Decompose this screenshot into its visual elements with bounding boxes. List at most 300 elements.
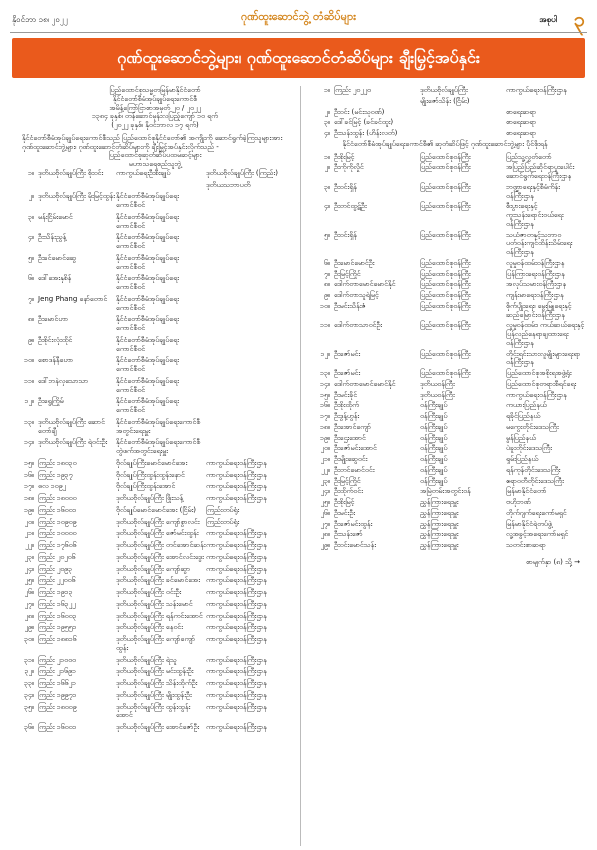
list-item — [304, 391, 586, 400]
intro-line: နိုင်ငံတော်စီမံအုပ်ချုပ်ရေးကောင်စီ — [112, 94, 198, 103]
item-name: ကြည်း ၁၈၀၀၉ — [38, 702, 77, 711]
item-rank: နိုင်ငံတော်စီမံအုပ်ချုပ်ရေးကောင်စီဝင် — [116, 397, 179, 414]
left-award-list — [12, 169, 298, 732]
item-rank: ညွှန်ကြားရေးမှူး — [420, 519, 459, 528]
item-unit: မြန်မာနိုင်ငံတော် — [506, 487, 547, 496]
item-unit: မွန်ပြည်နယ် — [506, 433, 536, 442]
item-unit: ကာကွယ်ရေးဝန်ကြီးဌာန — [206, 611, 267, 620]
item-unit: စာရေးဆရာ — [506, 129, 537, 137]
item-unit: ပြန်ကြားရေးဝန်ကြီးဌာန — [506, 269, 565, 278]
item-number: ၃၀။ — [24, 635, 34, 643]
section-title: ဂုဏ်ထူးဆောင်ဘွဲ့ တံဆိပ်များ — [241, 10, 356, 23]
item-rank: ပြည်ထောင်စုဝန်ကြီး — [420, 230, 471, 239]
item-rank: နိုင်ငံတော်စီမံအုပ်ချုပ်ရေးကောင်စီ အတွင်းရေးမှူး — [116, 417, 201, 435]
item-number: ၁၂။ — [320, 349, 330, 358]
item-number: ၁၈။ — [23, 494, 34, 502]
item-unit: အပြည်ပြည်ဆိုင်ရာပူးပေါင်းဆောင်ရွက်ရေးဝန်ကြီးဌာန — [506, 163, 575, 180]
item-rank: ဝန်ကြီးချုပ် — [420, 444, 448, 453]
item-unit: ပြည်ထောင်စုအစိုးရအဖွဲ့ရုံး — [506, 369, 572, 377]
item-name: ကြည်း ၁၉၁၃ — [38, 588, 73, 596]
list-item — [304, 108, 586, 117]
item-rank: ကာကွယ်ရေးဦးစီးချုပ် — [116, 168, 171, 177]
continued-note: စာမျက်နှာ (၈) သို့ → — [525, 557, 580, 566]
item-number: ၃။ — [323, 118, 330, 127]
item-unit: စာရေးဆရာ — [506, 107, 537, 116]
item-rank: ပြည်ထောင်စုဝန်ကြီး — [420, 321, 471, 330]
item-rank: ဒုတိယဗိုလ်ချုပ်ကြီး ရဲသူ — [116, 655, 177, 664]
item-unit: ကာကွယ်ရေးဝန်ကြီးဌာန — [206, 623, 267, 632]
item-unit: ပဲခူးတိုင်းဒေသကြီး — [506, 444, 552, 453]
list-item — [12, 418, 298, 436]
item-name: ဓလ ၁၀၉၂ — [38, 482, 66, 491]
item-rank: ဒုတိယဗိုလ်ချုပ်ကြီး နေဝင်း — [116, 623, 183, 632]
item-rank: နိုင်ငံတော်စီမံအုပ်ချုပ်ရေးကောင်စီ တွဲဖက်အတွင်းရေးမှူး — [116, 438, 201, 455]
item-name: ဦးမင်းခိုင် — [334, 390, 358, 399]
item-number: ၂။ — [324, 163, 330, 172]
left-column — [12, 86, 298, 735]
item-rank: ဗိုလ်ချုပ်ကြီးထွန်းထွန်းနောင် — [116, 470, 185, 479]
item-unit: လူ့အခွင့်အရေးကော်မရှင် — [506, 530, 569, 539]
item-name: ဦးစိုးမြင့် — [334, 498, 355, 506]
item-rank: ဒုတိယဝန်ကြီး — [420, 390, 455, 399]
item-number: ၂၁။ — [320, 455, 330, 463]
item-number: ၇။ — [323, 269, 330, 278]
item-rank: ဝန်ကြီးချုပ် — [420, 422, 448, 431]
item-name: ဒေါ်ဘနဲလှသောသာ — [38, 376, 89, 385]
item-name: ဒေါက်တာသာဝင်ဦး — [334, 321, 383, 330]
list-item — [304, 423, 586, 432]
item-number: ၂၇။ — [320, 519, 330, 528]
item-number: ၁၈။ — [319, 422, 330, 431]
list-item — [12, 274, 298, 292]
item-number: ၃၂။ — [24, 667, 34, 676]
item-unit: လူမှုဝန်ထမ်းဝန်ကြီးဌာန — [506, 258, 565, 267]
item-rank: ဒုတိယဗိုလ်ချုပ်ကြီး အောင်လင်းဒွေး — [116, 552, 204, 561]
item-rank: ဒုတိယဗိုလ်ချုပ်ကြီး ထွန်းထွန်းအောင် — [116, 702, 191, 720]
item-name: ကြည်း ၂၀၉၃ — [38, 564, 73, 573]
list-item — [12, 377, 298, 395]
list-item — [304, 97, 586, 106]
list-item — [12, 541, 298, 550]
list-item — [304, 202, 586, 228]
list-item — [304, 541, 586, 550]
item-unit: စိုက်ပျိုးရေး၊ မွေးမြူရေးနှင့်ဆည်မြောင်းဝန်ကြီးဌာန — [506, 301, 572, 319]
item-rank: ဒုတိယဗိုလ်ချုပ်ကြီး ဝင်းဦး — [116, 588, 182, 596]
item-number: ၃၅။ — [24, 702, 34, 711]
list-item — [304, 455, 586, 464]
item-unit: ကာကွယ်ရေးဝန်ကြီးဌာန — [206, 482, 267, 491]
item-unit: လူမှုဝန်ထမ်း၊ ကယ်ဆယ်ရေးနှင့်ပြန်လည်နေရာချထားရေးဝန်ကြီးဌာန — [506, 321, 585, 347]
item-name: ဦးမင်းဦး — [334, 508, 355, 517]
item-number: ၆။ — [323, 258, 330, 267]
list-item — [304, 498, 586, 507]
item-unit: တိုက်ဂျက်ရေးကော်မရှင် — [506, 508, 567, 517]
item-name: ကြည်း ၁၉၃၇ — [38, 470, 73, 479]
item-name: ဦးမြင့်ကြိုင် — [334, 476, 361, 485]
item-rank: ဝန်ကြီးချုပ် — [420, 412, 448, 420]
item-unit: မြန်မာနိုင်ငံရဲတပ်ဖွဲ့ — [506, 519, 552, 528]
list-item — [304, 86, 586, 95]
item-rank: ပြည်ထောင်စုဝန်ကြီး — [420, 202, 471, 211]
item-unit: ကာကွယ်ရေးဝန်ကြီးဌာန — [206, 723, 267, 731]
item-unit: ကာကွယ်ရေးဝန်ကြီးဌာန — [206, 667, 267, 676]
list-item — [304, 401, 586, 410]
item-rank: ညွှန်ကြားရေးမှူး — [420, 508, 459, 517]
item-name: ဒုတိယဗိုလ်ချုပ်ကြီး ရဲဝင်းဦး — [38, 438, 108, 447]
list-item — [12, 635, 298, 653]
item-number: ၁၄။ — [320, 379, 330, 388]
item-rank: ဒုတိယဗိုလ်ချုပ်ကြီး ရန်ကင်းအောင် — [116, 611, 203, 620]
item-unit: ရှမ်းပြည်နယ် — [506, 455, 539, 463]
list-item — [304, 530, 586, 539]
item-number: ၈။ — [27, 315, 34, 324]
item-name: Jeng Phang နော်တောင် — [38, 294, 108, 303]
list-item — [304, 118, 586, 127]
item-name: ဦးဝင်းရှိန် — [334, 230, 357, 239]
list-item — [304, 412, 586, 421]
right-award-list-top — [304, 86, 586, 138]
sub-heading: ပြည်ထောင်စုဆုတံဆိပ်ပထမဆင့်များ — [108, 151, 202, 160]
list-item — [12, 181, 298, 190]
item-rank: ဗိုလ်ချုပ်ကြီးထွန်းအောင် — [116, 482, 176, 491]
item-rank: ဒုတိယဗိုလ်ချုပ်ကြီး သန်းမောင် — [116, 599, 193, 608]
item-rank: ပြည်ထောင်စုဝန်ကြီး — [420, 349, 471, 358]
item-rank: ပြည်ထောင်စုဝန်ကြီး — [420, 369, 471, 377]
item-unit: ကာကွယ်ရေးဝန်ကြီးဌာန — [206, 529, 267, 538]
list-item — [304, 280, 586, 289]
item-name: ဦးဇော်မင်းအောင် — [334, 444, 377, 453]
item-number: ၁။ — [323, 86, 330, 94]
item-number: ၁၃။ — [24, 417, 34, 426]
item-name: ဦးစိုးမြင့် — [334, 152, 355, 161]
item-number: ၂၅။ — [320, 498, 330, 506]
item-rank: နိုင်ငံတော်စီမံအုပ်ချုပ်ရေးကောင်စီဝင် — [116, 274, 179, 291]
item-unit: ကာကွယ်ရေးဝန်ကြီးဌာန — [206, 599, 267, 608]
item-unit: သတင်းစာဆရာ — [506, 541, 546, 549]
list-item — [12, 397, 298, 415]
item-rank: ဒုတိယဗိုလ်ချုပ်ကြီး တင်အောင်ဆန်း — [116, 541, 206, 549]
list-item — [304, 129, 586, 138]
list-item — [304, 231, 586, 257]
item-name: စောဒန်နီဟော — [38, 356, 74, 365]
list-item — [12, 691, 298, 700]
item-number: ၂။ — [324, 107, 330, 116]
item-name: ဦးမျိုးဆွေဝင်း — [334, 455, 368, 463]
item-rank: နိုင်ငံတော်စီမံအုပ်ချုပ်ရေးကောင်စီဝင် — [116, 233, 179, 250]
item-name: ကြည်း ၂၀၂၂၀ — [334, 86, 371, 94]
item-number: ၁၀။ — [320, 301, 330, 310]
item-name: ဒေါ်အေးနုစိန် — [38, 274, 72, 283]
item-rank: နိုင်ငံတော်စီမံအုပ်ချုပ်ရေးကောင်စီဝင် — [116, 335, 179, 353]
item-rank: ဝန်ကြီးချုပ် — [420, 455, 448, 463]
item-rank: မျိုးဇော်သိန်း (ငြိမ်း) — [420, 96, 470, 105]
item-number: ၃၆။ — [24, 723, 34, 731]
item-rank: ဒုတိယဗိုလ်ချုပ်ကြီး သိန်းထိုက်ဦး — [116, 679, 198, 687]
item-unit: ကာကွယ်ရေးဝန်ကြီးဌာန — [206, 564, 267, 573]
item-name: ဦးထိုက်ဝင်း — [334, 487, 363, 496]
item-rank: နိုင်ငံတော်စီမံအုပ်ချုပ်ရေးကောင်စီဝင် — [116, 356, 179, 373]
list-item — [304, 444, 586, 453]
list-item — [12, 192, 298, 210]
item-rank: ဒုတိယဗိုလ်ချုပ်ကြီး အောင်ဇော်ဦး — [116, 723, 200, 731]
item-name: ဦးသန်းထွန်း (ဟိန်းလတ်) — [334, 129, 398, 137]
item-unit: ကာကွယ်ရေးဝန်ကြီးဌာန — [206, 635, 267, 643]
item-unit: ဗဟိုဘဏ် — [506, 498, 531, 506]
item-unit: ကာကွယ်ရေးဝန်ကြီးဌာန — [206, 470, 267, 479]
item-unit: ဒုတိယသဘာပတိ — [206, 180, 251, 189]
item-number: ၁၉။ — [24, 505, 34, 514]
list-item — [12, 723, 298, 732]
item-number: ၂၅။ — [24, 576, 34, 585]
item-number: ၉။ — [27, 335, 34, 344]
list-item — [12, 667, 298, 676]
item-rank: ဒုတိယဗိုလ်ချုပ်ကြီး မင်းထွန်းဦး — [116, 667, 194, 676]
list-item — [12, 529, 298, 538]
item-unit: အလုပ်သမားဝန်ကြီးဌာန — [506, 280, 567, 289]
item-number: ၅။ — [323, 230, 330, 239]
item-unit: ကာကွယ်ရေးဝန်ကြီးဌာန — [206, 679, 267, 687]
item-unit: ကြည်းတပ်ရုံး — [206, 517, 240, 526]
page-header — [0, 0, 597, 32]
item-name: ကြည်း ၁၆၀၀၁ — [38, 723, 77, 731]
item-rank: ဒုတိယဗိုလ်ချုပ်ကြီး ဖြိုးသန့် — [116, 494, 184, 502]
item-name: ဦးဒွန့်ဟွန်း — [334, 412, 360, 420]
list-item — [304, 302, 586, 320]
item-unit: မကွေးတိုင်းဒေသကြီး — [506, 422, 559, 431]
item-number: ၁၅။ — [24, 458, 34, 467]
item-name: ဦးဇော်မင်း — [334, 369, 361, 377]
item-number: ၄။ — [323, 129, 330, 137]
item-rank: နိုင်ငံတော်စီမံအုပ်ချုပ်ရေးကောင်စီဝင် — [116, 376, 179, 394]
item-rank: ညွှန်ကြားရေးမှူး — [420, 498, 459, 506]
item-rank: ပြည်ထောင်စုဝန်ကြီး — [420, 280, 471, 289]
item-name: ဒုတိယဗိုလ်ချုပ်ကြီး စိုးဝင်း — [38, 168, 104, 177]
list-item — [12, 553, 298, 562]
item-unit: ကျန်းမာရေးဝန်ကြီးဌာန — [506, 291, 564, 299]
item-name: ဦးအောင်ကျော် — [334, 422, 372, 431]
item-name: ဦးဌေးအောင် — [334, 433, 366, 442]
item-rank: ဗိုလ်ချုပ်မောင်မောင်အေး (ငြိမ်း) — [116, 505, 196, 514]
item-number: ၃၃။ — [24, 679, 34, 687]
list-item — [12, 506, 298, 515]
item-rank: ဝန်ကြီးချုပ် — [420, 465, 448, 474]
sub-heading: မဟာသရေစည်သူဘွဲ့ — [128, 160, 182, 168]
list-item — [12, 315, 298, 333]
list-item — [12, 703, 298, 721]
item-unit: ရခိုင်ပြည်နယ် — [506, 412, 541, 420]
item-rank: ညွှန်ကြားရေးမှူး — [420, 530, 459, 539]
list-item — [304, 163, 586, 181]
item-number: ၃။ — [323, 182, 330, 191]
item-number: ၁၉။ — [320, 433, 330, 442]
item-number: ၁၃။ — [320, 369, 330, 377]
item-unit: ကာကွယ်ရေးဝန်ကြီးဌာန — [206, 655, 267, 664]
right-column — [304, 86, 586, 567]
item-name: ဦးမင်းသိန်းဇံ — [334, 301, 366, 310]
item-rank: နိုင်ငံတော်စီမံအုပ်ချုပ်ရေးကောင်စီဝင် — [116, 212, 179, 230]
item-rank: ဝန်ကြီးချုပ် — [420, 433, 448, 442]
intro-line: (၂၀၂၂ ခုနှစ်၊ နိုဝင်ဘာလ ၁၇ ရက်) — [111, 121, 199, 129]
item-number: ၂၀။ — [320, 444, 330, 453]
item-unit: စီးပွားရေးနှင့်ကူးသန်းရောင်းဝယ်ရေးဝန်ကြီးဌာန — [506, 202, 564, 228]
item-name: ကြည်း ၁၀၉၀၉ — [38, 517, 77, 526]
list-item — [304, 291, 586, 300]
item-number: ၈။ — [323, 280, 330, 289]
item-name: ဦးဝင်း (မင်းသုဝဏ်) — [334, 107, 385, 116]
item-number: ၁၅။ — [320, 390, 330, 399]
item-number: ၂၄။ — [24, 564, 34, 573]
list-item — [12, 518, 298, 527]
item-name: ဦးတင်မောင်ဝင်း — [334, 465, 375, 474]
item-rank: နိုင်ငံတော်စီမံအုပ်ချုပ်ရေးကောင်စီဝင် — [116, 294, 179, 312]
issue-date: နိုဝင်ဘာ ၁၈၊ ၂၀၂၂ — [12, 15, 68, 24]
item-name: ဒုတိယဗိုလ်ချုပ်ကြီး မိုးမြင့်ထွန်း — [38, 192, 115, 201]
list-item — [304, 466, 586, 475]
list-item — [304, 477, 586, 486]
item-name: ဦးသန်းဇော် — [334, 530, 363, 539]
item-number: ၃၁။ — [24, 655, 34, 664]
item-number: ၁၆။ — [24, 470, 34, 479]
item-name: ဦးဝင်းရှိန် — [334, 182, 357, 191]
item-name: ဦးမြင့်ကြိုင် — [334, 269, 361, 278]
item-unit: သယံဇာတနှင့်သဘာဝပတ်ဝန်းကျင်ထိန်းသိမ်းရေးဝန်ကြီးဌာန — [506, 230, 573, 256]
item-name: ဦးခင်မောင်ဆွေ — [38, 253, 77, 262]
list-item — [304, 153, 586, 162]
item-unit: ဧရာဝတီတိုင်းဒေသကြီး — [506, 476, 564, 485]
item-unit: ကာကွယ်ရေးဝန်ကြီးဌာန — [506, 390, 567, 399]
item-rank: ပြည်ထောင်စုဝန်ကြီး — [420, 301, 471, 310]
item-rank: နိုင်ငံတော်စီမံအုပ်ချုပ်ရေးကောင်စီဝင် — [116, 192, 179, 209]
item-number: ၂၂။ — [321, 465, 330, 474]
item-name: ဦးကိုကိုလှိုင် — [334, 163, 364, 172]
item-number: ၄။ — [27, 233, 34, 242]
item-name: ကြည်း ၁၆၀၀၃ — [38, 611, 77, 620]
list-item — [12, 233, 298, 251]
headline-banner: ဂုဏ်ထူးဆောင်ဘွဲ့များ၊ ဂုဏ်ထူးဆောင်တံဆိပ်များ ချီးမြှင့်အပ်နှင်း — [12, 38, 585, 78]
item-number: ၂၃။ — [24, 552, 34, 561]
item-number: ၉။ — [323, 291, 330, 299]
item-rank: ပြည်ထောင်စုဝန်ကြီး — [420, 291, 471, 299]
list-item — [304, 321, 586, 347]
item-rank: ဝန်ကြီးချုပ် — [420, 401, 448, 410]
item-number: ၅။ — [27, 253, 34, 262]
page-number: ၃ — [573, 7, 585, 31]
item-name: ဒေါ်ခင်မြင့် (ခင်ခင်ထူး) — [334, 118, 394, 127]
item-name: ဦးမောင်မောင်ဦး — [334, 258, 375, 267]
item-unit: ကာကွယ်ရေးဝန်ကြီးဌာန — [206, 541, 267, 549]
item-name: ကြည်း ၂၂၀၀၆ — [38, 576, 76, 585]
item-rank: ဗိုလ်ချုပ်ကြီးမောင်မောင်အေး — [116, 458, 188, 467]
item-unit: စာရေးဆရာ — [506, 118, 537, 127]
item-rank: ဒုတိယဗိုလ်ချုပ်ကြီး — [420, 86, 468, 94]
item-rank: ပြည်ထောင်စုဝန်ကြီး — [420, 182, 471, 191]
item-unit: ကာကွယ်ရေးဝန်ကြီးဌာန — [206, 690, 267, 699]
item-name: ကြည်း ၁၆၀၀၁ — [38, 505, 77, 514]
item-rank: ဝန်ကြီးချုပ် — [420, 476, 448, 485]
item-number: ၁။ — [27, 168, 34, 177]
item-rank: ဒုတိယဗိုလ်ချုပ်ကြီး ဇော်မင်းထွန်း — [116, 529, 199, 538]
item-name: ဒုတိယဗိုလ်ချုပ်ကြီး ဆောင်တော်ချီ — [38, 417, 105, 435]
item-unit: ဒုတိယဗိုလ်ချုပ်ကြီး (ကြည်း) — [206, 168, 278, 177]
list-item — [12, 254, 298, 272]
item-name: ဦးစိုင်းလုံးထိုင် — [38, 335, 73, 344]
item-number: ၁၇။ — [24, 482, 34, 491]
item-unit: တိုင်းရင်းသားလူမျိုးများရေးရာဝန်ကြီးဌာန — [506, 349, 581, 367]
item-rank: ပြည်ထောင်စုဝန်ကြီး — [420, 152, 471, 161]
item-number: ၆။ — [27, 274, 34, 283]
column-divider — [300, 86, 301, 846]
item-name: ဒေါက်တာသူရဲမြင့် — [334, 291, 379, 299]
intro-line: ပြည်ထောင်စုသမ္မတမြန်မာနိုင်ငံတော် — [109, 86, 201, 94]
list-item — [12, 471, 298, 480]
item-rank: ဒုတိယဗိုလ်ချုပ်ကြီး ကျော်ဆွာ — [116, 564, 191, 573]
item-name: ဒေါက်တာမောင်မောင်နိုင် — [334, 280, 396, 289]
list-item — [12, 494, 298, 503]
item-number: ၂၄။ — [320, 487, 330, 496]
item-number: ၁၄။ — [24, 438, 34, 447]
item-unit: ကာကွယ်ရေးဝန်ကြီးဌာန — [206, 458, 267, 467]
item-rank: ပြည်ထောင်စုဝန်ကြီး — [420, 258, 471, 267]
item-unit: ကာကွယ်ရေးဝန်ကြီးဌာန — [206, 702, 267, 711]
item-name: ကြည်း ၂၁၀၀၀ — [38, 655, 76, 664]
item-number: ၁၁။ — [320, 321, 330, 330]
list-item — [12, 438, 298, 456]
item-unit: ပြည်ထောင်စုတရားစီရင်ရေး — [506, 379, 577, 388]
list-item — [304, 509, 586, 518]
list-item — [12, 169, 298, 178]
list-item — [12, 623, 298, 632]
item-name: မန်းငြိမ်းမောင် — [38, 212, 73, 221]
item-unit: ကာကွယ်ရေးဝန်ကြီးဌာန — [506, 86, 567, 94]
item-number: ၇။ — [27, 294, 34, 303]
item-rank: ညွှန်ကြားရေးမှူး — [420, 541, 459, 549]
item-number: ၂၇။ — [24, 599, 34, 608]
item-number: ၁၂။ — [24, 397, 34, 406]
item-unit: ကာကွယ်ရေးဝန်ကြီးဌာန — [206, 552, 267, 561]
list-item — [304, 380, 586, 389]
item-name: ဦးဇော်မင်း — [334, 349, 361, 358]
item-number: ၁။ — [323, 152, 330, 161]
list-item — [12, 565, 298, 574]
item-rank: ပြည်ထောင်စုဝန်ကြီး — [420, 163, 471, 172]
item-rank: နိုင်ငံတော်စီမံအုပ်ချုပ်ရေးကောင်စီဝင် — [116, 315, 179, 332]
item-number: ၃။ — [27, 212, 34, 221]
list-item — [12, 576, 298, 585]
list-item — [12, 588, 298, 597]
item-rank: ပြည်ထောင်စုဝန်ကြီး — [420, 269, 471, 278]
item-rank: ဒုတိယဗိုလ်ချုပ်ကြီး မျိုးထွန်းဦး — [116, 690, 192, 699]
list-item — [12, 679, 298, 688]
item-unit: ကာကွယ်ရေးဝန်ကြီးဌာန — [206, 588, 267, 596]
item-number: ၂၈။ — [320, 530, 330, 539]
right-award-list — [304, 153, 586, 550]
sub-heading: နိုင်ငံတော်စီမံအုပ်ချုပ်ရေးကောင်စီ၏ ဆုတံဆိပ်ဖြင့် ဂုဏ်ထူးဆောင်ဘွဲ့များ ပိုင်စိုးရန် — [342, 139, 548, 148]
intro-line: ၁၃၈၄ ခုနှစ်၊ တန်ဆောင်မုန်းလပြည့်ကျော် ၁၀ ရက် — [91, 112, 219, 121]
item-name: ဦးတင်ထွဋ်ဦး — [334, 202, 367, 211]
list-item — [304, 270, 586, 279]
item-rank: ဒုတိယဗိုလ်ချုပ်ကြီး ကျော်ကျော်ထွန်း — [116, 635, 196, 652]
item-rank: ဒုတိယဗိုလ်ချုပ်ကြီး ခင်မောင်အေး — [116, 576, 201, 585]
item-name: ဦးဇော်မင်းထွန်း — [334, 519, 373, 528]
item-name: ကြည်း ၁၉၅၅၁ — [38, 623, 77, 632]
list-item — [304, 520, 586, 529]
item-name: ဦးစိုးထိုက် — [334, 401, 359, 410]
item-number: ၂၈။ — [24, 611, 34, 620]
list-item — [12, 656, 298, 665]
item-unit: ဘဏ္ဍာရေးနှင့်စီမံကိန်းဝန်ကြီးဌာန — [506, 182, 560, 200]
item-unit: ကာကွယ်ရေးဝန်ကြီးဌာန — [206, 576, 267, 585]
paper-name: အစုပါ — [539, 15, 557, 24]
